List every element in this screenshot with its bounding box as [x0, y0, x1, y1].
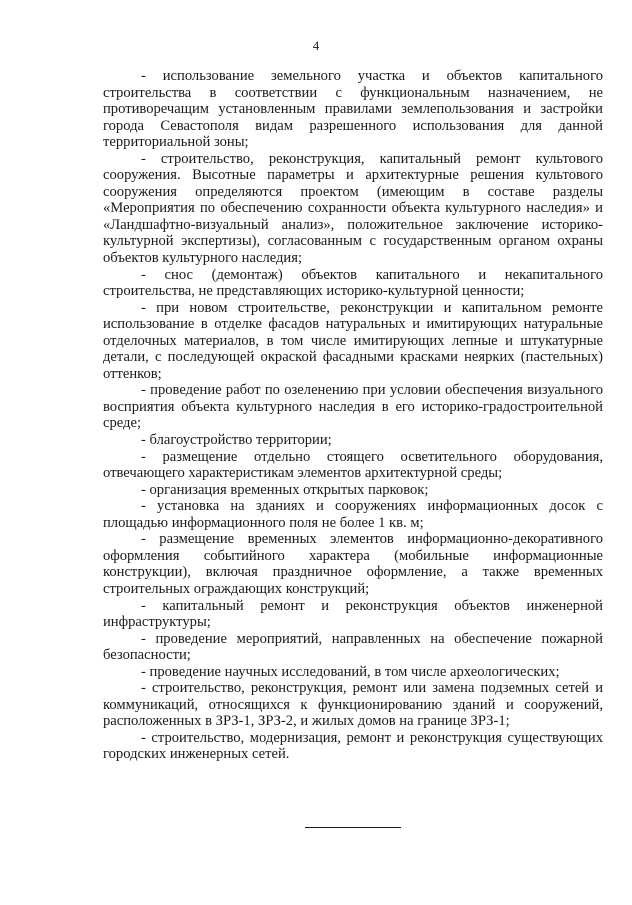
list-item: - строительство, реконструкция, ремонт или замена подземных сетей и коммуникаций, относящихся к функционированию зданий и сооружений, расположенных в ЗРЗ-1, ЗРЗ-2, и жилых домов на границе ЗРЗ-1;	[103, 680, 603, 730]
list-item: - снос (демонтаж) объектов капитального и некапитального строительства, не представляющих историко-культурной ценности;	[103, 266, 603, 300]
page-number: 4	[312, 38, 320, 53]
list-item: - использование земельного участка и объектов капитального строительства в соответствии с функциональным назначением, не противоречащим установленным правилами землепользования и застройки города Севастополя видам разрешенного использования для данной территориальной зоны;	[103, 68, 603, 151]
list-item: - капитальный ремонт и реконструкция объектов инженерной инфраструктуры;	[103, 597, 603, 631]
list-item: - благоустройство территории;	[141, 432, 332, 449]
list-item: - организация временных открытых парковок;	[141, 481, 429, 498]
list-item: - проведение мероприятий, направленных на обеспечение пожарной безопасности;	[103, 630, 603, 664]
list-item: - строительство, модернизация, ремонт и реконструкция существующих городских инженерных сетей.	[103, 729, 603, 763]
list-item: - установка на зданиях и сооружениях информационных досок с площадью информационного поля не более 1 кв. м;	[103, 498, 603, 531]
list-item: - строительство, реконструкция, капитальный ремонт культового сооружения. Высотные параметры и архитектурные решения культового сооружения определяются проектом (имеющим в составе разделы «Мероприятия по обеспечению сохранности объекта культурного наследия» и «Ландшафтно-визуальный анализ», положительное заключение историко-культурной экспертизы), согласованным с государственным органом охраны объектов культурного наследия;	[103, 150, 603, 267]
list-item: - размещение отдельно стоящего осветительного оборудования, отвечающего характеристикам элементов архитектурной среды;	[103, 448, 603, 482]
list-item: - проведение работ по озеленению при условии обеспечения визуального восприятия объекта культурного наследия в его историко-градостроительной среде;	[103, 382, 603, 432]
list-item: - размещение временных элементов информационно-декоративного оформления событийного характера (мобильные информационные конструкции), включая праздничное оформление, а также временных строительных ограждающих конструкций;	[103, 531, 603, 597]
document-body	[103, 68, 603, 763]
end-of-document-rule	[305, 827, 401, 828]
list-item: - при новом строительстве, реконструкции и капитальном ремонте использование в отделке фасадов натуральных и имитирующих натуральные отделочных материалов, в том числе имитирующих лепные и штукатурные детали, с последующей окраской фасадными красками неярких (пастельных) оттенков;	[103, 299, 603, 382]
list-item: - проведение научных исследований, в том числе археологических;	[141, 663, 560, 680]
